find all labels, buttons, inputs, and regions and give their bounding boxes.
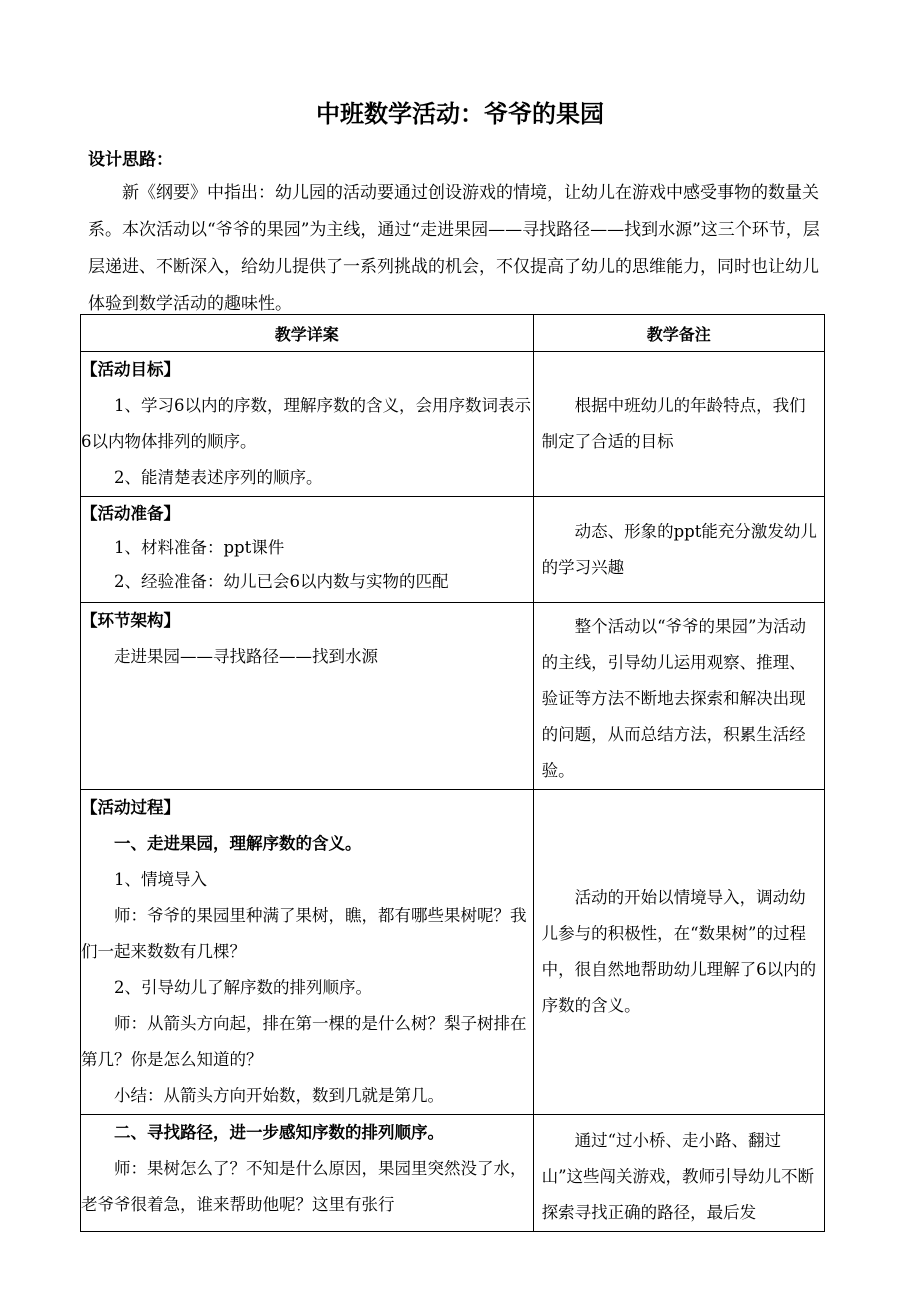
- table-row-prep: [81, 497, 825, 603]
- process-line-1: 1、情境导入: [114, 870, 207, 889]
- process-note-cell: [533, 790, 824, 1115]
- page-title: 中班数学活动：爷爷的果园: [316, 100, 604, 128]
- header-plan: 教学详案: [81, 315, 534, 352]
- table-row-process: [81, 790, 825, 1115]
- path-step-2: 二、寻找路径，进一步感知序数的排列顺序。: [114, 1123, 444, 1142]
- process-line-4: 师：从箭头方向起，排在第一棵的是什么树？梨子树排在第几？你是怎么知道的？: [81, 1014, 527, 1069]
- prep-title: 【活动准备】: [81, 504, 180, 523]
- goals-title: 【活动目标】: [81, 360, 180, 379]
- goals-note-cell: [533, 352, 824, 497]
- process-line-2: 师：爷爷的果园里种满了果树，瞧，都有哪些果树呢？我们一起来数数有几棵？: [81, 906, 527, 961]
- path-note: 通过“过小桥、走小路、翻过山”这些闯关游戏，教师引导幼儿不断探索寻找正确的路径，最后发: [541, 1131, 815, 1222]
- process-line-3: 2、引导幼儿了解序数的排列顺序。: [114, 978, 372, 997]
- path-note-cell: [533, 1115, 824, 1232]
- process-cell: [81, 790, 534, 1115]
- goals-cell: [81, 352, 534, 497]
- structure-cell: [81, 603, 534, 790]
- goals-note: 根据中班幼儿的年龄特点，我们制定了合适的目标: [541, 396, 806, 451]
- prep-note: 动态、形象的ppt能充分激发幼儿的学习兴趣: [541, 521, 817, 577]
- process-note: 活动的开始以情境导入，调动幼儿参与的积极性，在“数果树”的过程中，很自然地帮助幼儿理解了6以内的序数的含义。: [541, 888, 817, 1015]
- lesson-plan-table: [80, 314, 825, 1232]
- structure-item: 走进果园——寻找路径——找到水源: [114, 647, 378, 666]
- table-row-goals: [81, 352, 825, 497]
- table-row-structure: [81, 603, 825, 790]
- goals-item-2: 2、能清楚表述序列的顺序。: [114, 468, 323, 487]
- goals-item-1: 1、学习6以内的序数，理解序数的含义，会用序数词表示6以内物体排列的顺序。: [81, 396, 531, 451]
- structure-note: 整个活动以“爷爷的果园”为活动的主线，引导幼儿运用观察、推理、验证等方法不断地去探索和解决出现的问题，从而总结方法，积累生活经验。: [541, 617, 806, 780]
- process-line-5: 小结：从箭头方向开始数，数到几就是第几。: [114, 1086, 444, 1105]
- process-step-1: 一、走进果园，理解序数的含义。: [114, 834, 362, 853]
- process-title: 【活动过程】: [81, 798, 180, 817]
- design-heading: 设计思路：: [88, 150, 173, 170]
- table-row-path: [81, 1115, 825, 1232]
- design-paragraph: 新《纲要》中指出：幼儿园的活动要通过创设游戏的情境，让幼儿在游戏中感受事物的数量关系。本次活动以“爷爷的果园”为主线，通过“走进果园——寻找路径——找到水源”这三个环节，层层递进、不断深入，给幼儿提供了一系列挑战的机会，不仅提高了幼儿的思维能力，同时也让幼儿体验到数学活动的趣味性。: [88, 183, 820, 314]
- table-header-row: [81, 315, 825, 352]
- prep-item-2: 2、经验准备：幼儿已会6以内数与实物的匹配: [114, 572, 449, 591]
- structure-title: 【环节架构】: [81, 611, 180, 630]
- structure-note-cell: [533, 603, 824, 790]
- prep-item-1: 1、材料准备：ppt课件: [114, 538, 285, 557]
- prep-cell: [81, 497, 534, 603]
- path-line-1: 师：果树怎么了？不知是什么原因，果园里突然没了水，老爷爷很着急，谁来帮助他呢？这里有张行: [81, 1159, 527, 1214]
- prep-note-cell: [533, 497, 824, 603]
- header-notes: 教学备注: [533, 315, 824, 352]
- path-cell: [81, 1115, 534, 1232]
